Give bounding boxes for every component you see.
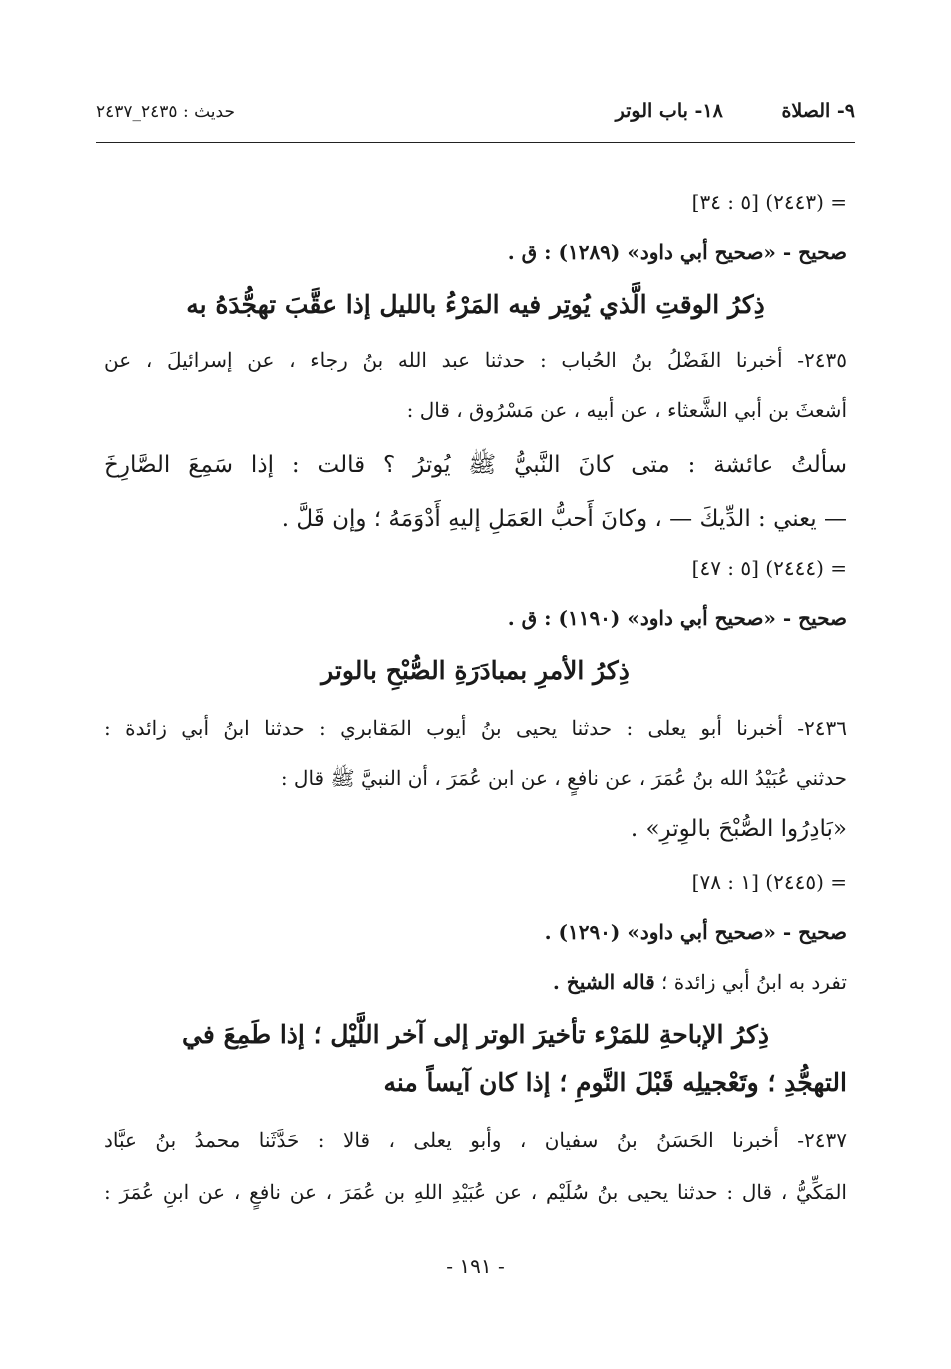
hadith-2436-line-1: ٢٤٣٦- أخبرنا أبو يعلى : حدثنا يحيى بنُ أيوب المَقابري : حدثنا ابنُ أبي زائدة : [104, 716, 847, 740]
hadith-2435-matn-line-1: سألتُ عائشة : متى كانَ النَّبيُّ ﷺ يُوترُ ؟ قالت : إذا سَمِعَ الصَّارِخَ [104, 452, 847, 478]
page-number: - ١٩١ - [446, 1254, 505, 1278]
section-heading-delay-witr-line-1: ذِكرُ الإباحةِ للمَرْء تأخيرَ الوتر إلى آخر اللَّيْل ؛ إذا طَمِعَ في [181, 1020, 770, 1049]
hadith-2435-matn-line-2: — يعني : الدِّيكَ — ، وكانَ أَحبُّ العَمَلِ إليهِ أَدْوَمَهُ ؛ وإن قَلَّ . [281, 506, 847, 532]
hadith-2435-line-2: أشعثَ بن أبي الشَّعثاء ، عن أبيه ، عن مَسْرُوق ، قال : [406, 398, 847, 422]
cross-reference-2443: = (٢٤٤٣) [٥ : ٣٤] [691, 190, 847, 214]
header-section: ١٨- باب الوتر [615, 100, 723, 122]
running-header [96, 100, 855, 132]
grading-line-1290: صحيح - «صحيح أبي داود» (١٢٩٠) . [544, 920, 847, 944]
cross-reference-2445: = (٢٤٤٥) [١ : ٧٨] [691, 870, 847, 894]
header-hadith-range: حديث : ٢٤٣٥_٢٤٣٧ [96, 102, 235, 122]
hadith-2436-line-2: حدثني عُبَيْدُ الله بنُ عُمَرَ ، عن نافعٍ ، عن ابن عُمَرَ ، أن النبيَّ ﷺ قال : [280, 766, 847, 790]
section-heading-delay-witr-line-2: التهجُّدِ ؛ وتَعْجيلِه قَبْلَ النَّومِ ؛ إذا كان آيساً منه [383, 1068, 847, 1097]
sheikh-note [553, 970, 847, 994]
cross-reference-2444: = (٢٤٤٤) [٥ : ٤٧] [691, 556, 847, 580]
hadith-2437-line-2: المَكِّيُّ ، قال : حدثنا يحيى بنُ سُلَيْم ، عن عُبَيْدِ اللهِ بن عُمَرَ ، عن نافعٍ ، عن ابنِ عُمَرَ : [104, 1180, 847, 1204]
sheikh-note-attribution: قاله الشيخ . [552, 970, 655, 994]
grading-line-1190: صحيح - «صحيح أبي داود» (١١٩٠) : ق . [507, 606, 847, 630]
header-divider [96, 142, 855, 143]
section-heading-witr-time: ذِكرُ الوقتِ الَّذي يُوتِر فيه المَرْءُ بالليل إذا عقَّبَ تهجُّدَهُ به [186, 290, 765, 319]
header-chapter: ٩- الصلاة [781, 100, 855, 122]
header-chapter-section [616, 100, 855, 122]
sheikh-note-text: تفرد به ابنُ أبي زائدة ؛ [654, 970, 847, 994]
hadith-2436-matn: «بَادِرُوا الصُّبْحَ بالوِترِ» . [630, 816, 847, 842]
section-heading-hasten-witr: ذِكرُ الأمرِ بمبادَرَةِ الصُّبْحِ بالوتر [321, 656, 630, 685]
hadith-2437-line-1: ٢٤٣٧- أخبرنا الحَسَنُ بنُ سفيان ، وأبو يعلى ، قالا : حَدَّثَنا محمدُ بنُ عبَّاد [104, 1128, 847, 1152]
grading-line-1289: صحيح - «صحيح أبي داود» (١٢٨٩) : ق . [507, 240, 847, 264]
hadith-2435-line-1: ٢٤٣٥- أخبرنا الفَضْلُ بنُ الحُباب : حدثنا عبد الله بنُ رجاء ، عن إسرائيلَ ، عن [104, 348, 847, 372]
